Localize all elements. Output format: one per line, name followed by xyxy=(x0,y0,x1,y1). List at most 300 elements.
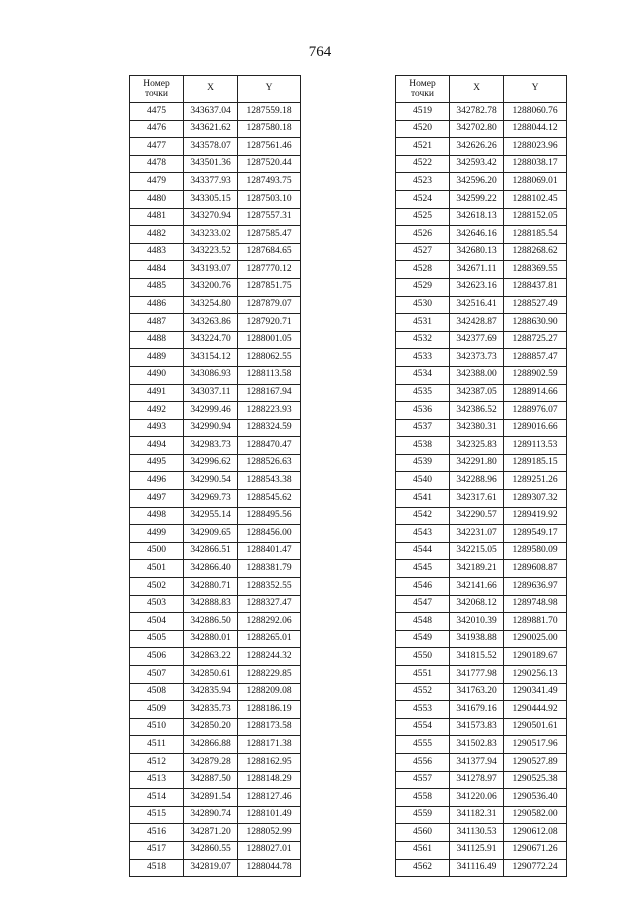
cell-x: 342290.57 xyxy=(450,507,504,525)
cell-point-number: 4553 xyxy=(396,701,450,719)
cell-y: 1290612.08 xyxy=(504,824,567,842)
table-row xyxy=(130,490,301,508)
cell-x: 342860.55 xyxy=(184,841,238,859)
cell-point-number: 4546 xyxy=(396,578,450,596)
table-row xyxy=(130,666,301,684)
cell-point-number: 4498 xyxy=(130,507,184,525)
table-row xyxy=(130,226,301,244)
header-point-number xyxy=(130,76,184,103)
cell-point-number: 4506 xyxy=(130,648,184,666)
cell-point-number: 4482 xyxy=(130,226,184,244)
cell-y: 1288102.45 xyxy=(504,190,567,208)
cell-y: 1288044.12 xyxy=(504,120,567,138)
cell-y: 1288101.49 xyxy=(238,806,301,824)
cell-point-number: 4514 xyxy=(130,789,184,807)
cell-point-number: 4516 xyxy=(130,824,184,842)
cell-y: 1288229.85 xyxy=(238,666,301,684)
cell-y: 1288069.01 xyxy=(504,173,567,191)
cell-y: 1288060.76 xyxy=(504,103,567,121)
cell-y: 1287920.71 xyxy=(238,314,301,332)
table-row xyxy=(130,753,301,771)
cell-y: 1288052.99 xyxy=(238,824,301,842)
cell-point-number: 4536 xyxy=(396,402,450,420)
cell-x: 343154.12 xyxy=(184,349,238,367)
cell-y: 1289580.09 xyxy=(504,542,567,560)
cell-y: 1287770.12 xyxy=(238,261,301,279)
table-row xyxy=(130,841,301,859)
table-row xyxy=(396,525,567,543)
cell-y: 1289016.66 xyxy=(504,419,567,437)
cell-x: 342010.39 xyxy=(450,613,504,631)
cell-x: 341938.88 xyxy=(450,630,504,648)
cell-x: 341763.20 xyxy=(450,683,504,701)
cell-point-number: 4524 xyxy=(396,190,450,208)
cell-y: 1288244.32 xyxy=(238,648,301,666)
cell-y: 1290189.67 xyxy=(504,648,567,666)
cell-point-number: 4552 xyxy=(396,683,450,701)
table-row xyxy=(396,278,567,296)
cell-x: 343224.70 xyxy=(184,331,238,349)
table-row xyxy=(396,806,567,824)
cell-x: 341502.83 xyxy=(450,736,504,754)
cell-point-number: 4537 xyxy=(396,419,450,437)
cell-y: 1288152.05 xyxy=(504,208,567,226)
cell-point-number: 4508 xyxy=(130,683,184,701)
cell-x: 343637.04 xyxy=(184,103,238,121)
cell-x: 343263.86 xyxy=(184,314,238,332)
table-row xyxy=(396,226,567,244)
table-row xyxy=(130,190,301,208)
cell-x: 342983.73 xyxy=(184,437,238,455)
table-row xyxy=(396,190,567,208)
cell-point-number: 4560 xyxy=(396,824,450,842)
table-row xyxy=(130,366,301,384)
cell-x: 342887.50 xyxy=(184,771,238,789)
cell-x: 342593.42 xyxy=(450,155,504,173)
cell-point-number: 4523 xyxy=(396,173,450,191)
table-row xyxy=(396,419,567,437)
cell-point-number: 4555 xyxy=(396,736,450,754)
cell-point-number: 4562 xyxy=(396,859,450,877)
cell-x: 342880.71 xyxy=(184,578,238,596)
table-row xyxy=(130,542,301,560)
cell-x: 342377.69 xyxy=(450,331,504,349)
cell-x: 342996.62 xyxy=(184,454,238,472)
cell-y: 1290772.24 xyxy=(504,859,567,877)
cell-point-number: 4504 xyxy=(130,613,184,631)
cell-y: 1289113.53 xyxy=(504,437,567,455)
cell-point-number: 4505 xyxy=(130,630,184,648)
table-row xyxy=(130,507,301,525)
cell-y: 1289307.32 xyxy=(504,490,567,508)
table-row xyxy=(130,736,301,754)
cell-y: 1288369.55 xyxy=(504,261,567,279)
cell-point-number: 4488 xyxy=(130,331,184,349)
cell-y: 1290501.61 xyxy=(504,718,567,736)
cell-x: 342999.46 xyxy=(184,402,238,420)
cell-point-number: 4543 xyxy=(396,525,450,543)
cell-point-number: 4558 xyxy=(396,789,450,807)
cell-x: 341679.16 xyxy=(450,701,504,719)
cell-x: 342623.16 xyxy=(450,278,504,296)
cell-point-number: 4531 xyxy=(396,314,450,332)
table-row xyxy=(130,630,301,648)
table-row xyxy=(130,613,301,631)
cell-y: 1288185.54 xyxy=(504,226,567,244)
cell-y: 1288292.06 xyxy=(238,613,301,631)
cell-point-number: 4554 xyxy=(396,718,450,736)
cell-x: 342373.73 xyxy=(450,349,504,367)
cell-y: 1288543.38 xyxy=(238,472,301,490)
cell-point-number: 4542 xyxy=(396,507,450,525)
cell-x: 343270.94 xyxy=(184,208,238,226)
cell-point-number: 4561 xyxy=(396,841,450,859)
cell-x: 341278.97 xyxy=(450,771,504,789)
cell-x: 341130.53 xyxy=(450,824,504,842)
cell-point-number: 4507 xyxy=(130,666,184,684)
cell-x: 342863.22 xyxy=(184,648,238,666)
table-row xyxy=(130,103,301,121)
table-row xyxy=(396,595,567,613)
cell-y: 1288062.55 xyxy=(238,349,301,367)
cell-x: 342387.05 xyxy=(450,384,504,402)
table-row xyxy=(396,578,567,596)
table-row xyxy=(130,314,301,332)
cell-y: 1290256.13 xyxy=(504,666,567,684)
cell-x: 342990.54 xyxy=(184,472,238,490)
cell-x: 343501.36 xyxy=(184,155,238,173)
cell-point-number: 4522 xyxy=(396,155,450,173)
cell-point-number: 4557 xyxy=(396,771,450,789)
table-row xyxy=(396,560,567,578)
cell-point-number: 4528 xyxy=(396,261,450,279)
cell-x: 342388.00 xyxy=(450,366,504,384)
cell-point-number: 4480 xyxy=(130,190,184,208)
table-row xyxy=(396,120,567,138)
cell-point-number: 4478 xyxy=(130,155,184,173)
table-row xyxy=(396,824,567,842)
table-row xyxy=(130,718,301,736)
cell-point-number: 4489 xyxy=(130,349,184,367)
cell-y: 1288527.49 xyxy=(504,296,567,314)
cell-y: 1289636.97 xyxy=(504,578,567,596)
table-row xyxy=(396,841,567,859)
table-row xyxy=(396,718,567,736)
page-number: 764 xyxy=(308,44,332,60)
table-row xyxy=(130,771,301,789)
table-row xyxy=(130,437,301,455)
cell-y: 1288127.46 xyxy=(238,789,301,807)
table-row xyxy=(396,173,567,191)
cell-x: 342291.80 xyxy=(450,454,504,472)
cell-point-number: 4538 xyxy=(396,437,450,455)
cell-point-number: 4556 xyxy=(396,753,450,771)
header-point-number-text: Номер точки xyxy=(143,79,170,99)
cell-point-number: 4544 xyxy=(396,542,450,560)
table-row xyxy=(130,472,301,490)
table-row xyxy=(130,525,301,543)
cell-x: 341182.31 xyxy=(450,806,504,824)
cell-y: 1289549.17 xyxy=(504,525,567,543)
table-row xyxy=(396,243,567,261)
cell-x: 342189.21 xyxy=(450,560,504,578)
cell-point-number: 4534 xyxy=(396,366,450,384)
cell-x: 343377.93 xyxy=(184,173,238,191)
cell-point-number: 4477 xyxy=(130,138,184,156)
cell-x: 342325.83 xyxy=(450,437,504,455)
cell-y: 1290525.38 xyxy=(504,771,567,789)
cell-x: 343086.93 xyxy=(184,366,238,384)
cell-x: 341573.83 xyxy=(450,718,504,736)
table-row xyxy=(130,824,301,842)
table-row xyxy=(130,578,301,596)
cell-y: 1288545.62 xyxy=(238,490,301,508)
cell-point-number: 4520 xyxy=(396,120,450,138)
cell-y: 1290671.26 xyxy=(504,841,567,859)
cell-point-number: 4510 xyxy=(130,718,184,736)
table-row xyxy=(396,736,567,754)
cell-y: 1288265.01 xyxy=(238,630,301,648)
cell-point-number: 4548 xyxy=(396,613,450,631)
cell-x: 342702.80 xyxy=(450,120,504,138)
table-row xyxy=(130,261,301,279)
cell-y: 1290444.92 xyxy=(504,701,567,719)
table-row xyxy=(130,296,301,314)
table-row xyxy=(130,384,301,402)
cell-y: 1288857.47 xyxy=(504,349,567,367)
cell-x: 342890.74 xyxy=(184,806,238,824)
table-row xyxy=(396,490,567,508)
cell-y: 1288327.47 xyxy=(238,595,301,613)
cell-point-number: 4540 xyxy=(396,472,450,490)
cell-point-number: 4497 xyxy=(130,490,184,508)
cell-point-number: 4521 xyxy=(396,138,450,156)
cell-x: 342879.28 xyxy=(184,753,238,771)
cell-x: 343578.07 xyxy=(184,138,238,156)
cell-y: 1288167.94 xyxy=(238,384,301,402)
cell-y: 1288209.08 xyxy=(238,683,301,701)
cell-x: 342866.88 xyxy=(184,736,238,754)
cell-x: 343254.80 xyxy=(184,296,238,314)
cell-y: 1288186.19 xyxy=(238,701,301,719)
cell-x: 343223.52 xyxy=(184,243,238,261)
table-row xyxy=(130,173,301,191)
table-row xyxy=(130,402,301,420)
table-header-row xyxy=(396,76,567,103)
table-row xyxy=(396,454,567,472)
table-row xyxy=(396,771,567,789)
table-row xyxy=(130,454,301,472)
cell-x: 342990.94 xyxy=(184,419,238,437)
cell-y: 1288526.63 xyxy=(238,454,301,472)
cell-x: 343305.15 xyxy=(184,190,238,208)
cell-y: 1288044.78 xyxy=(238,859,301,877)
coordinates-table-left xyxy=(129,75,301,877)
cell-x: 341815.52 xyxy=(450,648,504,666)
cell-point-number: 4500 xyxy=(130,542,184,560)
cell-point-number: 4501 xyxy=(130,560,184,578)
cell-x: 342835.94 xyxy=(184,683,238,701)
table-row xyxy=(396,648,567,666)
cell-x: 342599.22 xyxy=(450,190,504,208)
cell-y: 1288381.79 xyxy=(238,560,301,578)
cell-y: 1288352.55 xyxy=(238,578,301,596)
cell-x: 342680.13 xyxy=(450,243,504,261)
cell-point-number: 4496 xyxy=(130,472,184,490)
cell-point-number: 4541 xyxy=(396,490,450,508)
cell-x: 343200.76 xyxy=(184,278,238,296)
cell-y: 1290517.96 xyxy=(504,736,567,754)
table-row xyxy=(130,155,301,173)
cell-y: 1288223.93 xyxy=(238,402,301,420)
cell-point-number: 4509 xyxy=(130,701,184,719)
table-row xyxy=(396,753,567,771)
cell-x: 342819.07 xyxy=(184,859,238,877)
table-row xyxy=(130,560,301,578)
cell-x: 342068.12 xyxy=(450,595,504,613)
table-row xyxy=(396,789,567,807)
cell-y: 1289748.98 xyxy=(504,595,567,613)
cell-point-number: 4476 xyxy=(130,120,184,138)
cell-y: 1288268.62 xyxy=(504,243,567,261)
cell-y: 1290536.40 xyxy=(504,789,567,807)
cell-x: 343037.11 xyxy=(184,384,238,402)
cell-x: 342231.07 xyxy=(450,525,504,543)
table-row xyxy=(130,683,301,701)
table-row xyxy=(130,138,301,156)
cell-point-number: 4547 xyxy=(396,595,450,613)
table-row xyxy=(130,349,301,367)
cell-x: 342969.73 xyxy=(184,490,238,508)
table-row xyxy=(396,507,567,525)
table-row xyxy=(130,278,301,296)
table-row xyxy=(130,859,301,877)
cell-y: 1288630.90 xyxy=(504,314,567,332)
cell-x: 342886.50 xyxy=(184,613,238,631)
cell-point-number: 4529 xyxy=(396,278,450,296)
cell-y: 1287559.18 xyxy=(238,103,301,121)
cell-x: 341377.94 xyxy=(450,753,504,771)
cell-x: 343233.02 xyxy=(184,226,238,244)
cell-y: 1287580.18 xyxy=(238,120,301,138)
cell-y: 1289251.26 xyxy=(504,472,567,490)
cell-y: 1288914.66 xyxy=(504,384,567,402)
table-row xyxy=(396,683,567,701)
cell-x: 342909.65 xyxy=(184,525,238,543)
cell-x: 342782.78 xyxy=(450,103,504,121)
cell-x: 342516.41 xyxy=(450,296,504,314)
table-row xyxy=(396,613,567,631)
table-row xyxy=(396,630,567,648)
cell-y: 1287879.07 xyxy=(238,296,301,314)
cell-y: 1287520.44 xyxy=(238,155,301,173)
table-row xyxy=(130,120,301,138)
cell-y: 1288173.58 xyxy=(238,718,301,736)
cell-x: 342955.14 xyxy=(184,507,238,525)
cell-x: 343621.62 xyxy=(184,120,238,138)
cell-x: 342317.61 xyxy=(450,490,504,508)
cell-x: 342880.01 xyxy=(184,630,238,648)
cell-point-number: 4532 xyxy=(396,331,450,349)
cell-point-number: 4549 xyxy=(396,630,450,648)
cell-y: 1288324.59 xyxy=(238,419,301,437)
table-row xyxy=(396,542,567,560)
cell-y: 1288038.17 xyxy=(504,155,567,173)
cell-point-number: 4491 xyxy=(130,384,184,402)
header-x: X xyxy=(450,76,504,103)
cell-point-number: 4499 xyxy=(130,525,184,543)
cell-y: 1288162.95 xyxy=(238,753,301,771)
cell-point-number: 4502 xyxy=(130,578,184,596)
cell-x: 342618.13 xyxy=(450,208,504,226)
cell-x: 341125.91 xyxy=(450,841,504,859)
cell-x: 342141.66 xyxy=(450,578,504,596)
header-point-number xyxy=(396,76,450,103)
table-row xyxy=(396,261,567,279)
header-point-number-text: Номер точки xyxy=(409,79,436,99)
cell-x: 342866.51 xyxy=(184,542,238,560)
table-row xyxy=(396,402,567,420)
header-x: X xyxy=(184,76,238,103)
cell-point-number: 4525 xyxy=(396,208,450,226)
cell-y: 1288027.01 xyxy=(238,841,301,859)
header-y: Y xyxy=(504,76,567,103)
cell-point-number: 4492 xyxy=(130,402,184,420)
cell-x: 342626.26 xyxy=(450,138,504,156)
table-row xyxy=(130,701,301,719)
cell-point-number: 4533 xyxy=(396,349,450,367)
cell-y: 1290582.00 xyxy=(504,806,567,824)
coordinates-table-right xyxy=(395,75,567,877)
table-row xyxy=(396,666,567,684)
table-body-left xyxy=(130,103,301,877)
cell-y: 1287493.75 xyxy=(238,173,301,191)
cell-y: 1288437.81 xyxy=(504,278,567,296)
cell-x: 342646.16 xyxy=(450,226,504,244)
cell-y: 1290341.49 xyxy=(504,683,567,701)
cell-point-number: 4545 xyxy=(396,560,450,578)
table-row xyxy=(396,103,567,121)
cell-point-number: 4486 xyxy=(130,296,184,314)
cell-x: 342288.96 xyxy=(450,472,504,490)
cell-x: 341116.49 xyxy=(450,859,504,877)
table-row xyxy=(396,859,567,877)
cell-x: 342380.31 xyxy=(450,419,504,437)
cell-point-number: 4527 xyxy=(396,243,450,261)
cell-x: 342671.11 xyxy=(450,261,504,279)
cell-y: 1288171.38 xyxy=(238,736,301,754)
cell-y: 1288470.47 xyxy=(238,437,301,455)
table-row xyxy=(396,701,567,719)
table-row xyxy=(396,296,567,314)
table-row xyxy=(396,472,567,490)
cell-x: 342835.73 xyxy=(184,701,238,719)
cell-point-number: 4518 xyxy=(130,859,184,877)
cell-point-number: 4495 xyxy=(130,454,184,472)
cell-point-number: 4526 xyxy=(396,226,450,244)
cell-point-number: 4511 xyxy=(130,736,184,754)
cell-y: 1288148.29 xyxy=(238,771,301,789)
table-row xyxy=(130,331,301,349)
cell-point-number: 4487 xyxy=(130,314,184,332)
cell-x: 342850.61 xyxy=(184,666,238,684)
table-row xyxy=(396,349,567,367)
cell-point-number: 4493 xyxy=(130,419,184,437)
cell-point-number: 4539 xyxy=(396,454,450,472)
table-row xyxy=(130,648,301,666)
table-row xyxy=(396,138,567,156)
cell-x: 342428.87 xyxy=(450,314,504,332)
